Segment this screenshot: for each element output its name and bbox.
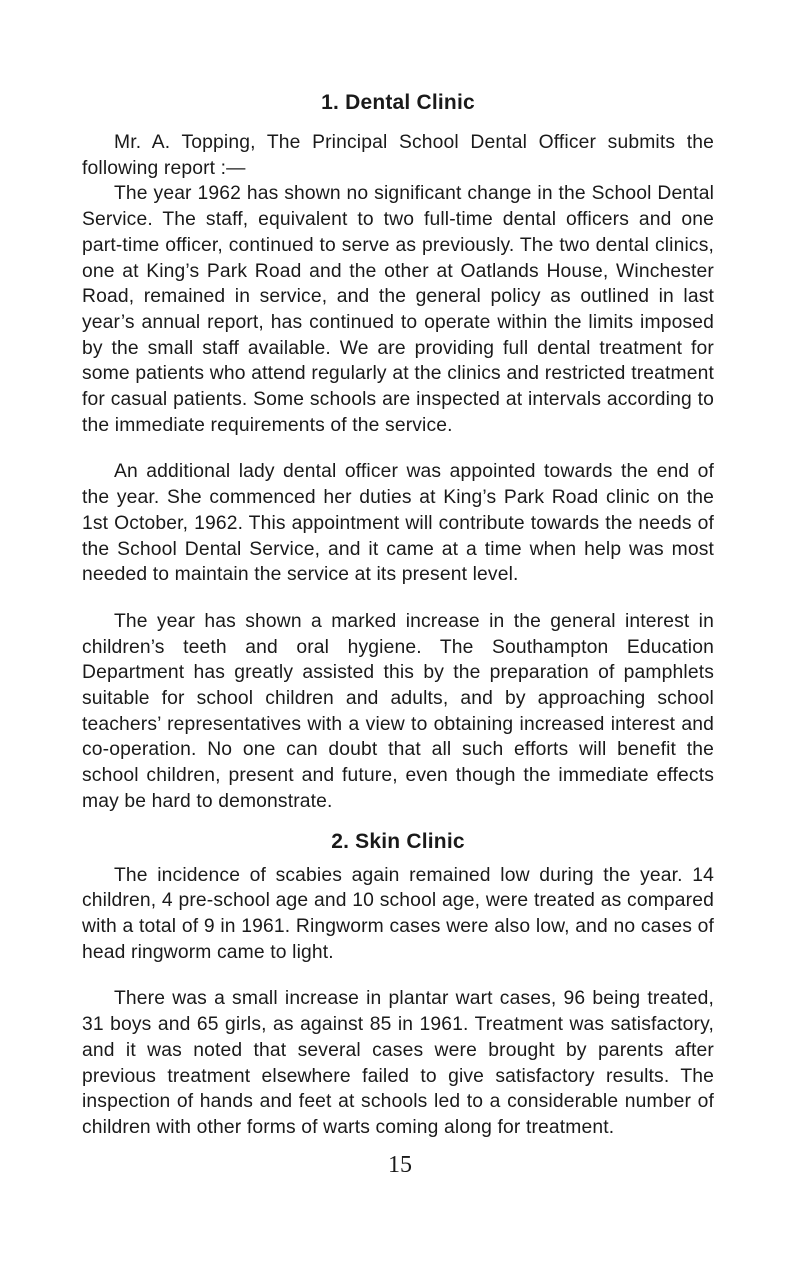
paragraph-scabies: The incidence of scabies again remained low during the year. 14 children, 4 pre-school age and 10 school age, were treated as compared with a total of 9 in 1961. Ringworm cases were also low, and no cases of head ringworm came to light. — [82, 864, 714, 963]
paragraph-dental-service: The year 1962 has shown no significant change in the School Dental Service. The staff, equivalent to two full-time dental officers and one part-time officer, continued to serve as previously. The two dental clinics, one at King’s Park Road and the other at Oatlands House, Winchester Road, remained in service, and the general policy as outlined in last year’s annual report, has continued to operate within the limits imposed by the small staff available. We are providing full dental treatment for some patients who attend regularly at the clinics and restricted treatment for casual patients. Some schools are inspected at intervals according to the immediate requirements of the service. — [82, 183, 714, 436]
section-heading-skin-clinic: 2. Skin Clinic — [331, 829, 465, 853]
page-number: 15 — [388, 1152, 412, 1178]
page-content — [82, 88, 714, 1141]
paragraph-plantar-warts: There was a small increase in plantar wart cases, 96 being treated, 31 boys and 65 girls, as against 85 in 1961. Treatment was satisfactory, and it was noted that several cases were brought by parents after previous treatment elsewhere failed to give satisfactory results. The inspection of hands and feet at schools led to a considerable number of children with other forms of warts coming along for treatment. — [82, 988, 714, 1138]
section-heading-dental-clinic: 1. Dental Clinic — [321, 91, 475, 114]
paragraph-oral-hygiene: The year has shown a marked increase in the general interest in children’s teeth and oral hygiene. The Southampton Education Department has greatly assisted this by the preparation of pamphlets suitable for school children and adults, and by approaching school teachers’ representatives with a view to obtaining increased interest and co-operation. No one can doubt that all such efforts will benefit the school children, present and future, even though the immediate effects may be hard to demonstrate. — [82, 610, 714, 812]
paragraph-intro: Mr. A. Topping, The Principal School Dental Officer submits the following report :— — [82, 132, 714, 179]
paragraph-additional-officer: An additional lady dental officer was appointed towards the end of the year. She commenced her duties at King’s Park Road clinic on the 1st October, 1962. This appointment will contribute towards the needs of the School Dental Service, and it came at a time when help was most needed to maintain the service at its present level. — [82, 461, 714, 586]
